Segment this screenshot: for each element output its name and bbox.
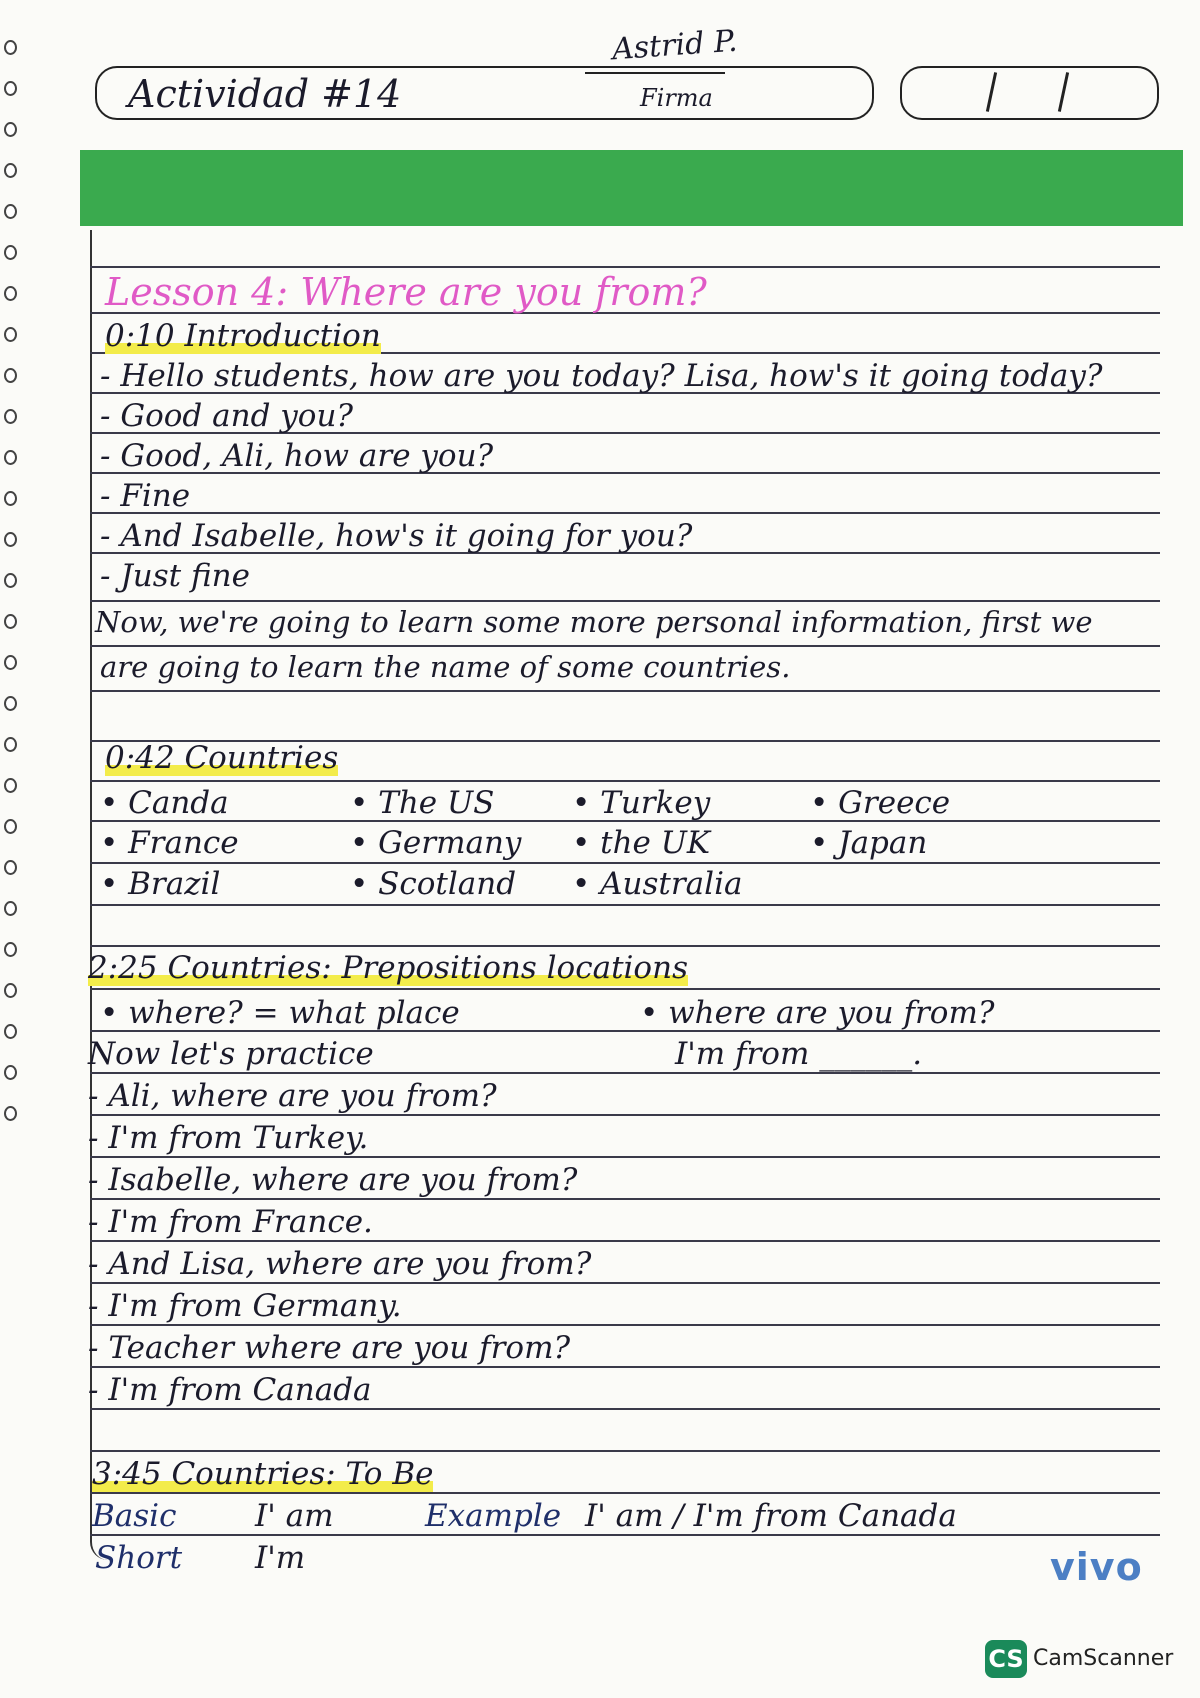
paragraph-line: Now, we're going to learn some more personal information, first we xyxy=(95,605,1093,639)
section-heading: 0:42 Countries xyxy=(105,740,339,776)
dialogue-line: - Isabelle, where are you from? xyxy=(88,1162,578,1198)
paragraph-line: are going to learn the name of some countries. xyxy=(100,650,791,684)
dialogue-line: - I'm from Germany. xyxy=(88,1288,402,1324)
dialogue-line: - Hello students, how are you today? Lisa, how's it going today? xyxy=(100,358,1103,394)
tobe-short-label: Short xyxy=(95,1540,183,1576)
country-item: • France xyxy=(100,825,239,861)
dialogue-line: - And Isabelle, how's it going for you? xyxy=(100,518,693,554)
dialogue-line: - Ali, where are you from? xyxy=(88,1078,497,1114)
dialogue-line: - I'm from Canada xyxy=(88,1372,372,1408)
country-item: • Turkey xyxy=(572,785,711,821)
camscanner-label: CamScanner xyxy=(1033,1646,1174,1671)
tobe-example: I' am / I'm from Canada xyxy=(585,1498,957,1534)
dialogue-line: - Just fine xyxy=(100,558,250,594)
template-line: I'm from ______. xyxy=(675,1036,923,1072)
country-item: • The US xyxy=(350,785,495,821)
practice-label: Now let's practice xyxy=(88,1036,374,1072)
date-box xyxy=(900,66,1159,120)
country-item: • Canda xyxy=(100,785,229,821)
dialogue-line: - And Lisa, where are you from? xyxy=(88,1246,592,1282)
signature-line xyxy=(585,72,725,74)
camscanner-logo-icon: CS xyxy=(985,1640,1027,1678)
activity-title: Actividad #14 xyxy=(128,72,402,116)
country-item: • the UK xyxy=(572,825,711,861)
dialogue-line: - Fine xyxy=(100,478,191,514)
country-item: • Scotland xyxy=(350,866,517,902)
section-heading: 3:45 Countries: To Be xyxy=(92,1456,434,1492)
vivo-watermark: vivo xyxy=(1050,1545,1143,1589)
definition-line: • where are you from? xyxy=(640,995,995,1031)
dialogue-line: - I'm from France. xyxy=(88,1204,373,1240)
country-item: • Japan xyxy=(810,825,928,861)
dialogue-line: - Good, Ali, how are you? xyxy=(100,438,494,474)
signature: Astrid P. xyxy=(610,23,739,68)
redaction-bar xyxy=(80,150,1183,226)
country-item: • Germany xyxy=(350,825,522,861)
country-item: • Brazil xyxy=(100,866,221,902)
lesson-title: Lesson 4: Where are you from? xyxy=(105,270,707,314)
signature-label: Firma xyxy=(640,84,713,112)
tobe-short: I'm xyxy=(255,1540,306,1576)
country-item: • Greece xyxy=(810,785,951,821)
dialogue-line: - I'm from Turkey. xyxy=(88,1120,369,1156)
dialogue-line: - Good and you? xyxy=(100,398,354,434)
definition-line: • where? = what place xyxy=(100,995,460,1031)
tobe-example-label: Example xyxy=(425,1498,562,1534)
section-heading: 2:25 Countries: Prepositions locations xyxy=(88,950,688,986)
section-heading: 0:10 Introduction xyxy=(105,318,381,354)
tobe-basic-label: Basic xyxy=(92,1498,177,1534)
spiral-binding xyxy=(4,40,18,1147)
dialogue-line: - Teacher where are you from? xyxy=(88,1330,571,1366)
country-item: • Australia xyxy=(572,866,743,902)
tobe-basic: I' am xyxy=(255,1498,334,1534)
